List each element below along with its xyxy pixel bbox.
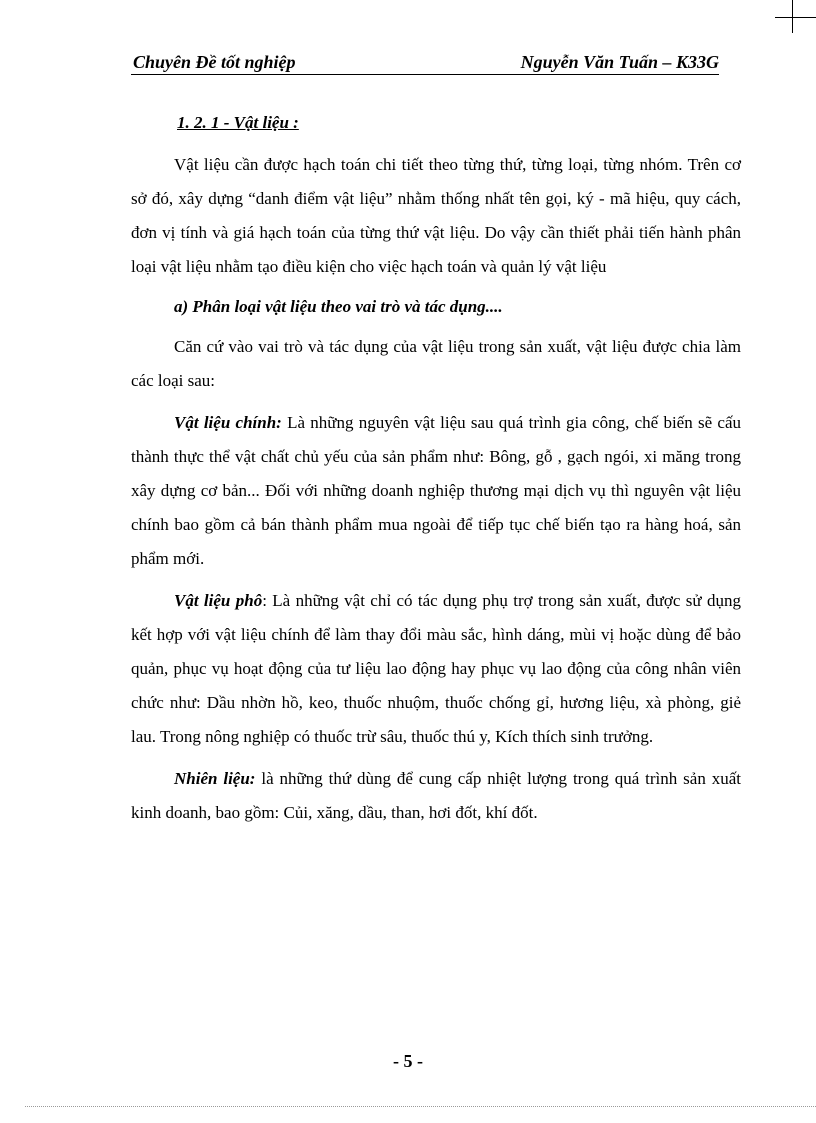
- header-title: Chuyên Đề tốt nghiệp: [133, 52, 296, 72]
- page-number: - 5 -: [393, 1051, 423, 1071]
- crop-mark-horizontal-line: [775, 17, 816, 18]
- main-material-term: Vật liệu chính:: [174, 413, 282, 432]
- intro-paragraph: Vật liệu cần được hạch toán chi tiết theo từng thứ, từng loại, từng nhóm. Trên cơ sở đó, xây dựng “danh điểm vật liệu” nhằm thống nhất tên gọi, ký - mã hiệu, quy cách, đơn vị tính và giá hạch toán của từng thứ vật liệu. Do vậy cần thiết phải tiến hành phân loại vật liệu nhằm tạo điều kiện cho việc hạch toán và quản lý vật liệu: [131, 155, 741, 276]
- header-rule: [131, 74, 719, 75]
- main-material-text: Là những nguyên vật liệu sau quá trình gia công, chế biến sẽ cấu thành thực thể vật chất chủ yếu của sản phẩm như: Bông, gỗ , gạch ngói, xi măng trong xây dựng cơ bản... Đối với những doanh nghiệp thương mại dịch vụ thì nguyên vật liệu chính bao gồm cả bán thành phẩm mua ngoài để tiếp tục chế biến tạo ra hàng hoá, sản phẩm mới.: [131, 413, 741, 568]
- sub-heading: a) Phân loại vật liệu theo vai trò và tác dụng....: [174, 297, 503, 316]
- auxiliary-material-paragraph: [131, 584, 741, 754]
- fuel-text: là những thứ dùng để cung cấp nhiệt lượng trong quá trình sản xuất kinh doanh, bao gồm: Củi, xăng, dầu, than, hơi đốt, khí đốt.: [131, 769, 741, 822]
- classification-intro-paragraph: Căn cứ vào vai trò và tác dụng của vật liệu trong sản xuất, vật liệu được chia làm các loại sau:: [131, 337, 741, 390]
- main-material-paragraph: [131, 406, 741, 576]
- page-header: [131, 50, 719, 76]
- header-author: Nguyễn Văn Tuấn – K33G: [520, 52, 719, 72]
- auxiliary-material-text: : Là những vật chỉ có tác dụng phụ trợ trong sản xuất, được sử dụng kết hợp với vật liệu chính để làm thay đổi màu sắc, hình dáng, mùi vị hoặc dùng để bảo quản, phục vụ hoạt động của tư liệu lao động hay phục vụ lao động của công nhân viên chức như: Dầu nhờn hồ, keo, thuốc nhuộm, thuốc chống gỉ, hương liệu, xà phòng, giẻ lau. Trong nông nghiệp có thuốc trừ sâu, thuốc thú y, Kích thích sinh trưởng.: [131, 591, 741, 746]
- body-content: [131, 106, 741, 830]
- fuel-paragraph: [131, 762, 741, 830]
- section-heading: 1. 2. 1 - Vật liệu :: [177, 113, 299, 132]
- auxiliary-material-term: Vật liệu phô: [174, 591, 263, 610]
- fuel-term: Nhiên liệu:: [174, 769, 256, 788]
- bottom-dotted-line: [25, 1106, 816, 1107]
